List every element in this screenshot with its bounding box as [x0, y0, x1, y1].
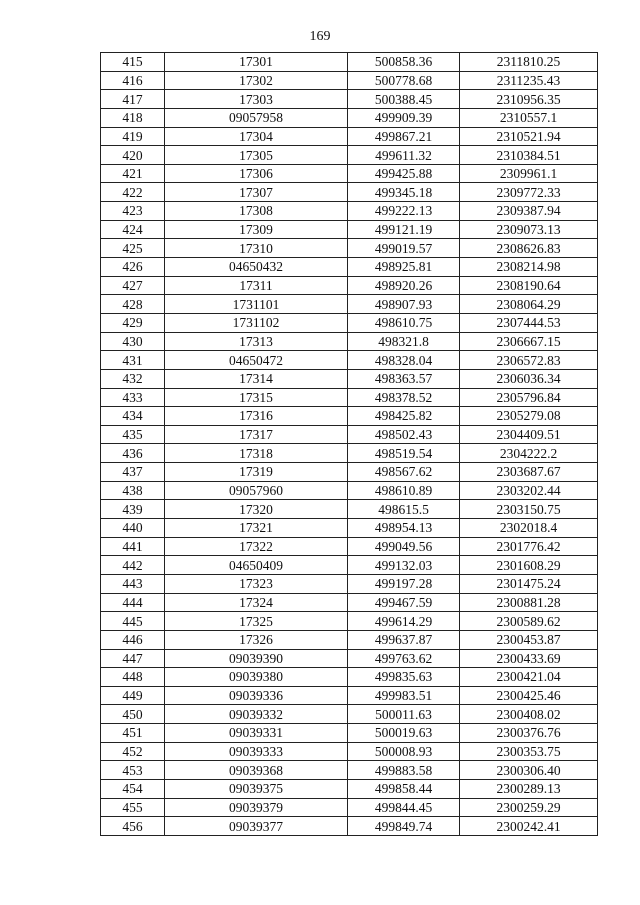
- point-id-cell: 17315: [165, 388, 348, 407]
- point-id-cell: 17319: [165, 463, 348, 482]
- table-row: [101, 71, 598, 90]
- row-index-cell: 452: [101, 742, 165, 761]
- table-row: [101, 686, 598, 705]
- point-id-cell: 17324: [165, 593, 348, 612]
- table-row: [101, 313, 598, 332]
- y-coordinate-cell: 2304222.2: [460, 444, 598, 463]
- x-coordinate-cell: 499049.56: [348, 537, 460, 556]
- x-coordinate-cell: 500858.36: [348, 53, 460, 72]
- x-coordinate-cell: 499121.19: [348, 220, 460, 239]
- x-coordinate-cell: 499835.63: [348, 668, 460, 687]
- point-id-cell: 17318: [165, 444, 348, 463]
- x-coordinate-cell: 498920.26: [348, 276, 460, 295]
- point-id-cell: 17311: [165, 276, 348, 295]
- table-row: [101, 612, 598, 631]
- y-coordinate-cell: 2303202.44: [460, 481, 598, 500]
- point-id-cell: 17307: [165, 183, 348, 202]
- row-index-cell: 438: [101, 481, 165, 500]
- table-row: [101, 574, 598, 593]
- x-coordinate-cell: 499637.87: [348, 630, 460, 649]
- row-index-cell: 432: [101, 369, 165, 388]
- x-coordinate-cell: 499132.03: [348, 556, 460, 575]
- point-id-cell: 09039380: [165, 668, 348, 687]
- table-row: [101, 239, 598, 258]
- y-coordinate-cell: 2300289.13: [460, 779, 598, 798]
- point-id-cell: 1731102: [165, 313, 348, 332]
- table-row: [101, 407, 598, 426]
- y-coordinate-cell: 2302018.4: [460, 519, 598, 538]
- x-coordinate-cell: 499867.21: [348, 127, 460, 146]
- x-coordinate-cell: 499909.39: [348, 108, 460, 127]
- y-coordinate-cell: 2309961.1: [460, 164, 598, 183]
- page-number: 169: [309, 29, 331, 44]
- y-coordinate-cell: 2304409.51: [460, 425, 598, 444]
- point-id-cell: 17308: [165, 202, 348, 221]
- row-index-cell: 420: [101, 146, 165, 165]
- y-coordinate-cell: 2309772.33: [460, 183, 598, 202]
- y-coordinate-cell: 2300353.75: [460, 742, 598, 761]
- point-id-cell: 17325: [165, 612, 348, 631]
- row-index-cell: 426: [101, 258, 165, 277]
- x-coordinate-cell: 498925.81: [348, 258, 460, 277]
- x-coordinate-cell: 498954.13: [348, 519, 460, 538]
- row-index-cell: 441: [101, 537, 165, 556]
- row-index-cell: 450: [101, 705, 165, 724]
- table-row: [101, 425, 598, 444]
- y-coordinate-cell: 2303150.75: [460, 500, 598, 519]
- table-row: [101, 444, 598, 463]
- x-coordinate-cell: 499019.57: [348, 239, 460, 258]
- y-coordinate-cell: 2310557.1: [460, 108, 598, 127]
- table-row: [101, 593, 598, 612]
- row-index-cell: 456: [101, 817, 165, 836]
- y-coordinate-cell: 2301475.24: [460, 574, 598, 593]
- x-coordinate-cell: 500388.45: [348, 90, 460, 109]
- point-id-cell: 09057958: [165, 108, 348, 127]
- x-coordinate-cell: 500019.63: [348, 724, 460, 743]
- point-id-cell: 09057960: [165, 481, 348, 500]
- table-row: [101, 630, 598, 649]
- table-row: [101, 705, 598, 724]
- point-id-cell: 17323: [165, 574, 348, 593]
- x-coordinate-cell: 499844.45: [348, 798, 460, 817]
- y-coordinate-cell: 2306572.83: [460, 351, 598, 370]
- row-index-cell: 436: [101, 444, 165, 463]
- point-id-cell: 04650472: [165, 351, 348, 370]
- x-coordinate-cell: 498321.8: [348, 332, 460, 351]
- y-coordinate-cell: 2300376.76: [460, 724, 598, 743]
- table-row: [101, 332, 598, 351]
- y-coordinate-cell: 2300408.02: [460, 705, 598, 724]
- x-coordinate-cell: 499763.62: [348, 649, 460, 668]
- row-index-cell: 433: [101, 388, 165, 407]
- point-id-cell: 17317: [165, 425, 348, 444]
- row-index-cell: 451: [101, 724, 165, 743]
- row-index-cell: 419: [101, 127, 165, 146]
- table-row: [101, 202, 598, 221]
- row-index-cell: 447: [101, 649, 165, 668]
- x-coordinate-cell: 499197.28: [348, 574, 460, 593]
- row-index-cell: 443: [101, 574, 165, 593]
- row-index-cell: 416: [101, 71, 165, 90]
- point-id-cell: 17326: [165, 630, 348, 649]
- row-index-cell: 434: [101, 407, 165, 426]
- table-row: [101, 500, 598, 519]
- table-row: [101, 108, 598, 127]
- table-row: [101, 146, 598, 165]
- point-id-cell: 17303: [165, 90, 348, 109]
- row-index-cell: 439: [101, 500, 165, 519]
- table-row: [101, 276, 598, 295]
- x-coordinate-cell: 499883.58: [348, 761, 460, 780]
- x-coordinate-cell: 498328.04: [348, 351, 460, 370]
- point-id-cell: 09039368: [165, 761, 348, 780]
- point-id-cell: 09039390: [165, 649, 348, 668]
- row-index-cell: 437: [101, 463, 165, 482]
- y-coordinate-cell: 2311235.43: [460, 71, 598, 90]
- row-index-cell: 455: [101, 798, 165, 817]
- point-id-cell: 09039336: [165, 686, 348, 705]
- y-coordinate-cell: 2308626.83: [460, 239, 598, 258]
- y-coordinate-cell: 2306036.34: [460, 369, 598, 388]
- point-id-cell: 17322: [165, 537, 348, 556]
- row-index-cell: 430: [101, 332, 165, 351]
- point-id-cell: 17301: [165, 53, 348, 72]
- point-id-cell: 09039379: [165, 798, 348, 817]
- point-id-cell: 17321: [165, 519, 348, 538]
- row-index-cell: 417: [101, 90, 165, 109]
- point-id-cell: 09039333: [165, 742, 348, 761]
- y-coordinate-cell: 2301608.29: [460, 556, 598, 575]
- y-coordinate-cell: 2303687.67: [460, 463, 598, 482]
- table-row: [101, 724, 598, 743]
- point-id-cell: 17304: [165, 127, 348, 146]
- x-coordinate-cell: 499611.32: [348, 146, 460, 165]
- table-row: [101, 537, 598, 556]
- y-coordinate-cell: 2308064.29: [460, 295, 598, 314]
- row-index-cell: 444: [101, 593, 165, 612]
- point-id-cell: 17309: [165, 220, 348, 239]
- point-id-cell: 04650409: [165, 556, 348, 575]
- y-coordinate-cell: 2308190.64: [460, 276, 598, 295]
- y-coordinate-cell: 2309073.13: [460, 220, 598, 239]
- x-coordinate-cell: 499849.74: [348, 817, 460, 836]
- point-id-cell: 09039377: [165, 817, 348, 836]
- table-row: [101, 668, 598, 687]
- x-coordinate-cell: 500011.63: [348, 705, 460, 724]
- point-id-cell: 17302: [165, 71, 348, 90]
- table-row: [101, 463, 598, 482]
- x-coordinate-cell: 499222.13: [348, 202, 460, 221]
- row-index-cell: 454: [101, 779, 165, 798]
- table-row: [101, 183, 598, 202]
- y-coordinate-cell: 2300433.69: [460, 649, 598, 668]
- table-row: [101, 798, 598, 817]
- x-coordinate-cell: 498378.52: [348, 388, 460, 407]
- point-id-cell: 17313: [165, 332, 348, 351]
- x-coordinate-cell: 498907.93: [348, 295, 460, 314]
- table-row: [101, 295, 598, 314]
- row-index-cell: 440: [101, 519, 165, 538]
- point-id-cell: 09039375: [165, 779, 348, 798]
- table-row: [101, 351, 598, 370]
- table-row: [101, 779, 598, 798]
- point-id-cell: 09039331: [165, 724, 348, 743]
- x-coordinate-cell: 500008.93: [348, 742, 460, 761]
- row-index-cell: 415: [101, 53, 165, 72]
- row-index-cell: 449: [101, 686, 165, 705]
- x-coordinate-cell: 498610.75: [348, 313, 460, 332]
- row-index-cell: 425: [101, 239, 165, 258]
- row-index-cell: 446: [101, 630, 165, 649]
- table-row: [101, 649, 598, 668]
- row-index-cell: 428: [101, 295, 165, 314]
- y-coordinate-cell: 2310384.51: [460, 146, 598, 165]
- x-coordinate-cell: 498363.57: [348, 369, 460, 388]
- y-coordinate-cell: 2300453.87: [460, 630, 598, 649]
- y-coordinate-cell: 2305279.08: [460, 407, 598, 426]
- y-coordinate-cell: 2311810.25: [460, 53, 598, 72]
- row-index-cell: 423: [101, 202, 165, 221]
- table-row: [101, 369, 598, 388]
- row-index-cell: 418: [101, 108, 165, 127]
- table-row: [101, 90, 598, 109]
- y-coordinate-cell: 2300881.28: [460, 593, 598, 612]
- point-id-cell: 09039332: [165, 705, 348, 724]
- row-index-cell: 429: [101, 313, 165, 332]
- row-index-cell: 424: [101, 220, 165, 239]
- table-row: [101, 258, 598, 277]
- point-id-cell: 17305: [165, 146, 348, 165]
- table-row: [101, 481, 598, 500]
- point-id-cell: 04650432: [165, 258, 348, 277]
- y-coordinate-cell: 2300421.04: [460, 668, 598, 687]
- y-coordinate-cell: 2300425.46: [460, 686, 598, 705]
- table-row: [101, 127, 598, 146]
- x-coordinate-cell: 499425.88: [348, 164, 460, 183]
- row-index-cell: 427: [101, 276, 165, 295]
- x-coordinate-cell: 498502.43: [348, 425, 460, 444]
- x-coordinate-cell: 499345.18: [348, 183, 460, 202]
- coordinates-table: [100, 52, 598, 836]
- x-coordinate-cell: 499983.51: [348, 686, 460, 705]
- row-index-cell: 435: [101, 425, 165, 444]
- y-coordinate-cell: 2300242.41: [460, 817, 598, 836]
- y-coordinate-cell: 2310956.35: [460, 90, 598, 109]
- y-coordinate-cell: 2305796.84: [460, 388, 598, 407]
- point-id-cell: 1731101: [165, 295, 348, 314]
- row-index-cell: 453: [101, 761, 165, 780]
- x-coordinate-cell: 498567.62: [348, 463, 460, 482]
- y-coordinate-cell: 2309387.94: [460, 202, 598, 221]
- x-coordinate-cell: 498425.82: [348, 407, 460, 426]
- y-coordinate-cell: 2307444.53: [460, 313, 598, 332]
- y-coordinate-cell: 2300306.40: [460, 761, 598, 780]
- table-body: [101, 53, 598, 836]
- row-index-cell: 431: [101, 351, 165, 370]
- table-row: [101, 220, 598, 239]
- y-coordinate-cell: 2300589.62: [460, 612, 598, 631]
- table-row: [101, 742, 598, 761]
- table-row: [101, 556, 598, 575]
- table-row: [101, 53, 598, 72]
- x-coordinate-cell: 499858.44: [348, 779, 460, 798]
- table-row: [101, 817, 598, 836]
- point-id-cell: 17320: [165, 500, 348, 519]
- x-coordinate-cell: 499467.59: [348, 593, 460, 612]
- row-index-cell: 442: [101, 556, 165, 575]
- point-id-cell: 17306: [165, 164, 348, 183]
- x-coordinate-cell: 498519.54: [348, 444, 460, 463]
- row-index-cell: 448: [101, 668, 165, 687]
- table-row: [101, 761, 598, 780]
- y-coordinate-cell: 2301776.42: [460, 537, 598, 556]
- y-coordinate-cell: 2308214.98: [460, 258, 598, 277]
- point-id-cell: 17316: [165, 407, 348, 426]
- y-coordinate-cell: 2300259.29: [460, 798, 598, 817]
- point-id-cell: 17310: [165, 239, 348, 258]
- table-row: [101, 388, 598, 407]
- point-id-cell: 17314: [165, 369, 348, 388]
- y-coordinate-cell: 2306667.15: [460, 332, 598, 351]
- row-index-cell: 422: [101, 183, 165, 202]
- x-coordinate-cell: 499614.29: [348, 612, 460, 631]
- x-coordinate-cell: 498615.5: [348, 500, 460, 519]
- row-index-cell: 421: [101, 164, 165, 183]
- x-coordinate-cell: 498610.89: [348, 481, 460, 500]
- y-coordinate-cell: 2310521.94: [460, 127, 598, 146]
- x-coordinate-cell: 500778.68: [348, 71, 460, 90]
- row-index-cell: 445: [101, 612, 165, 631]
- table-row: [101, 164, 598, 183]
- table-row: [101, 519, 598, 538]
